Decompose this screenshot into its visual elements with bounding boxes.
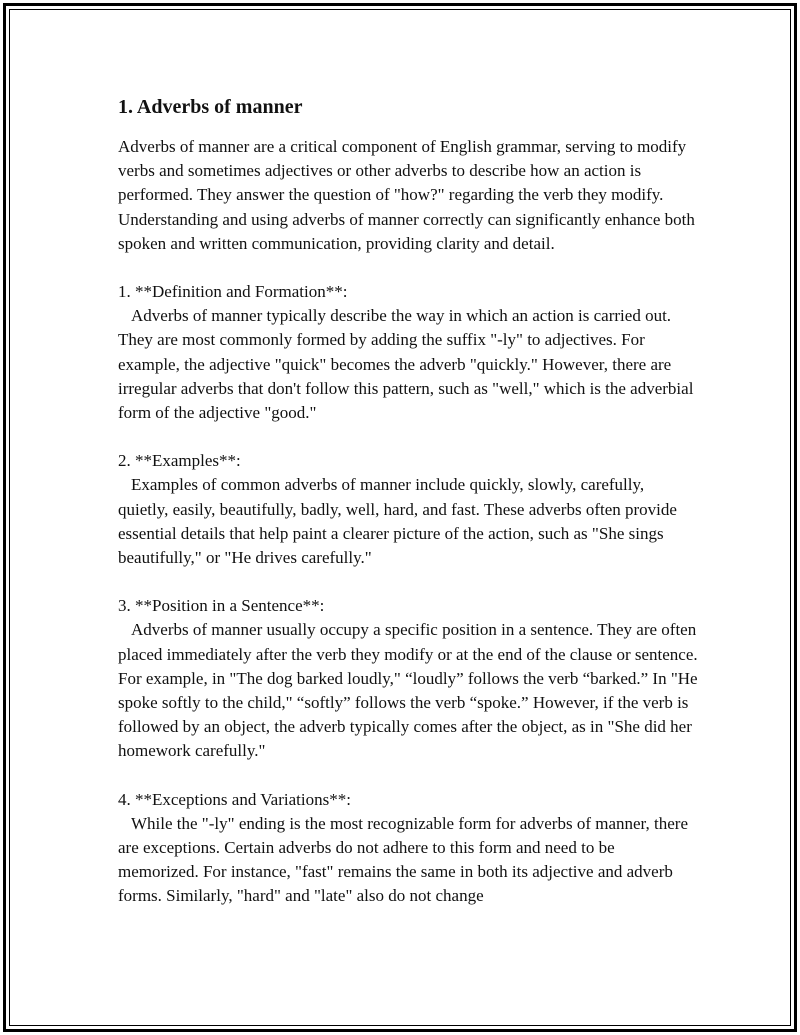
section-body: Adverbs of manner usually occupy a specific position in a sentence. They are often placed immediately after the verb they modify or at the end of the clause or sentence. For example, in "The dog barked loudly," “loudly” follows the verb “barked.” In "He spoke softly to the child," “softly” follows the verb “spoke.” However, if the verb is followed by an object, the adverb typically comes after the object, as in "She did her homework carefully.": [118, 620, 698, 761]
section-body: Adverbs of manner typically describe the way in which an action is carried out. They are most commonly formed by adding the suffix "-ly" to adjectives. For example, the adjective "quick" becomes the adverb "quickly." However, there are irregular adverbs that don't follow this pattern, such as "well," which is the adverbial form of the adjective "good.": [118, 306, 694, 423]
section-title: 3. **Position in a Sentence**:: [118, 596, 325, 616]
section-title: 4. **Exceptions and Variations**:: [118, 789, 351, 809]
section-exceptions: [118, 788, 698, 909]
section-body: While the "-ly" ending is the most recognizable form for adverbs of manner, there are exceptions. Certain adverbs do not adhere to this form and need to be memorized. For instance, "fast" remains the same in both its adjective and adverb forms. Similarly, "hard" and "late" also do not change: [118, 813, 689, 906]
section-definition-formation: [118, 280, 698, 425]
section-title: 2. **Examples**:: [118, 451, 241, 471]
page-title: 1. Adverbs of manner: [118, 96, 303, 118]
section-title: 1. **Definition and Formation**:: [118, 282, 348, 302]
section-examples: [118, 449, 698, 570]
section-body: Examples of common adverbs of manner include quickly, slowly, carefully, quietly, easily, beautifully, badly, well, hard, and fast. These adverbs often provide essential details that help paint a clearer picture of the action, such as "She sings beautifully," or "He drives carefully.": [118, 475, 677, 568]
section-position: [118, 594, 698, 763]
document-content: [118, 93, 698, 933]
intro-paragraph: Adverbs of manner are a critical component of English grammar, serving to modify verbs and sometimes adjectives or other adverbs to describe how an action is performed. They answer the question of "how?" regarding the verb they modify. Understanding and using adverbs of manner correctly can significantly enhance both spoken and written communication, providing clarity and detail.: [118, 137, 695, 253]
